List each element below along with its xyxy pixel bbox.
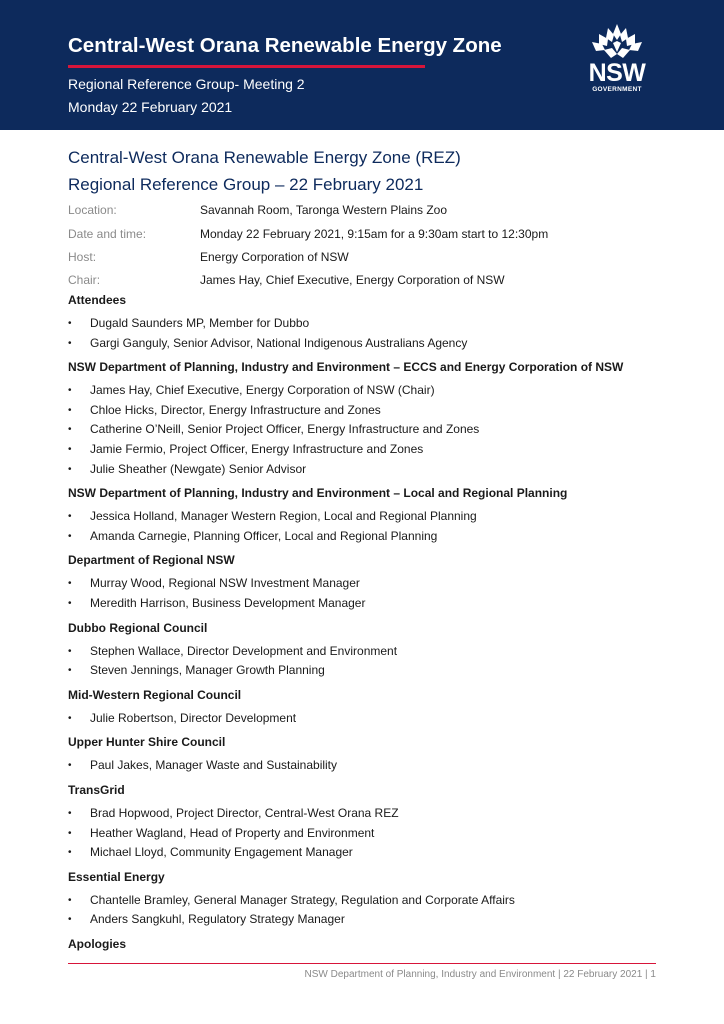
bullet-icon: •: [68, 424, 72, 436]
list-item: [68, 756, 668, 776]
list-item: [68, 507, 668, 527]
attendee-name: Amanda Carnegie, Planning Officer, Local and Regional Planning: [90, 528, 438, 543]
section-heading: Essential Energy: [68, 869, 165, 884]
attendee-list: [68, 804, 668, 863]
section-heading: Department of Regional NSW: [68, 553, 235, 568]
bullet-icon: •: [68, 665, 72, 677]
section-heading: Mid-Western Regional Council: [68, 687, 242, 702]
bullet-icon: •: [68, 597, 72, 609]
attendee-list: [68, 709, 668, 729]
attendee-list: [68, 507, 668, 546]
attendee-name: Dugald Saunders MP, Member for Dubbo: [90, 316, 310, 330]
chair-value: James Hay, Chief Executive, Energy Corporation of NSW: [200, 273, 505, 287]
bullet-icon: •: [68, 337, 72, 349]
list-item: [68, 661, 668, 681]
logo-government-text: GOVERNMENT: [592, 86, 642, 93]
list-item: [68, 527, 668, 547]
list-item: [68, 334, 668, 354]
section-heading: Dubbo Regional Council: [68, 620, 208, 635]
bullet-icon: •: [68, 914, 72, 926]
list-item: [68, 440, 668, 460]
list-item: [68, 843, 668, 863]
bullet-icon: •: [68, 385, 72, 397]
list-item: [68, 824, 668, 844]
list-item: [68, 594, 668, 614]
attendee-list: [68, 314, 668, 353]
section-heading: NSW Department of Planning, Industry and Environment – ECCS and Energy Corporation of NSW: [68, 360, 624, 375]
attendee-list: [68, 642, 668, 681]
attendee-sections: [68, 292, 668, 953]
bullet-icon: •: [68, 645, 72, 657]
location-value: Savannah Room, Taronga Western Plains Zoo: [200, 203, 448, 217]
attendee-name: Murray Wood, Regional NSW Investment Manager: [90, 576, 360, 591]
attendee-name: Steven Jennings, Manager Growth Planning: [90, 663, 325, 678]
list-item: [68, 314, 668, 334]
attendee-list: [68, 574, 668, 613]
attendee-list: [68, 756, 668, 776]
meeting-subtitle: Regional Reference Group- Meeting 2: [68, 76, 305, 92]
section-heading: Attendees: [68, 293, 127, 307]
list-item: [68, 381, 668, 401]
waratah-icon: [584, 22, 650, 62]
host-value: Energy Corporation of NSW: [200, 250, 349, 264]
host-label: Host:: [68, 250, 97, 264]
attendee-list: [68, 381, 668, 479]
attendee-list: [68, 891, 668, 930]
section-heading: NSW Department of Planning, Industry and Environment – Local and Regional Planning: [68, 486, 568, 501]
bullet-icon: •: [68, 807, 72, 819]
list-item: [68, 642, 668, 662]
list-item: [68, 460, 668, 480]
attendee-name: Julie Sheather (Newgate) Senior Advisor: [90, 461, 307, 476]
attendee-name: Chloe Hicks, Director, Energy Infrastructure and Zones: [90, 402, 381, 417]
list-item: [68, 891, 668, 911]
chair-label: Chair:: [68, 273, 101, 287]
meeting-date: Monday 22 February 2021: [68, 99, 233, 115]
header-banner: [0, 0, 724, 130]
main-subheading: Regional Reference Group – 22 February 2021: [68, 175, 424, 194]
attendee-name: James Hay, Chief Executive, Energy Corporation of NSW (Chair): [90, 383, 435, 398]
bullet-icon: •: [68, 463, 72, 475]
attendee-name: Michael Lloyd, Community Engagement Manager: [90, 845, 353, 860]
list-item: [68, 709, 668, 729]
attendee-name: Meredith Harrison, Business Development Manager: [90, 595, 366, 610]
attendee-name: Anders Sangkuhl, Regulatory Strategy Manager: [90, 912, 345, 927]
attendee-name: Stephen Wallace, Director Development and Environment: [90, 643, 398, 658]
attendee-name: Brad Hopwood, Project Director, Central-West Orana REZ: [90, 805, 399, 820]
attendee-name: Jamie Fermio, Project Officer, Energy Infrastructure and Zones: [90, 441, 424, 456]
location-label: Location:: [68, 203, 117, 217]
attendee-name: Jessica Holland, Manager Western Region, Local and Regional Planning: [90, 509, 477, 524]
section-heading: Upper Hunter Shire Council: [68, 735, 226, 750]
main-heading: Central-West Orana Renewable Energy Zone (REZ): [68, 148, 461, 167]
title-underline: [68, 65, 425, 68]
section-heading: TransGrid: [68, 782, 125, 797]
bullet-icon: •: [68, 318, 72, 329]
nsw-government-logo: [584, 22, 650, 96]
bullet-icon: •: [68, 443, 72, 455]
list-item: [68, 401, 668, 421]
bullet-icon: •: [68, 894, 72, 906]
list-item: [68, 420, 668, 440]
page-footer: NSW Department of Planning, Industry and Environment | 22 February 2021 | 1: [304, 969, 656, 980]
bullet-icon: •: [68, 827, 72, 839]
datetime-value: Monday 22 February 2021, 9:15am for a 9:30am start to 12:30pm: [200, 227, 549, 241]
bullet-icon: •: [68, 578, 72, 590]
document-title: Central-West Orana Renewable Energy Zone: [68, 34, 502, 57]
list-item: [68, 804, 668, 824]
bullet-icon: •: [68, 760, 72, 772]
list-item: [68, 910, 668, 930]
bullet-icon: •: [68, 511, 72, 523]
attendee-name: Julie Robertson, Director Development: [90, 710, 297, 725]
attendee-name: Chantelle Bramley, General Manager Strategy, Regulation and Corporate Affairs: [90, 892, 515, 907]
attendee-name: Paul Jakes, Manager Waste and Sustainability: [90, 758, 338, 773]
attendee-name: Heather Wagland, Head of Property and Environment: [90, 825, 375, 840]
footer-divider: [68, 963, 656, 964]
datetime-label: Date and time:: [68, 227, 147, 241]
section-heading: Apologies: [68, 936, 127, 951]
bullet-icon: •: [68, 530, 72, 542]
bullet-icon: •: [68, 847, 72, 859]
bullet-icon: •: [68, 404, 72, 416]
attendee-name: Catherine O’Neill, Senior Project Officer, Energy Infrastructure and Zones: [90, 422, 480, 437]
logo-nsw-text: NSW: [588, 59, 646, 87]
bullet-icon: •: [68, 712, 72, 724]
list-item: [68, 574, 668, 594]
attendee-name: Gargi Ganguly, Senior Advisor, National Indigenous Australians Agency: [90, 335, 468, 350]
